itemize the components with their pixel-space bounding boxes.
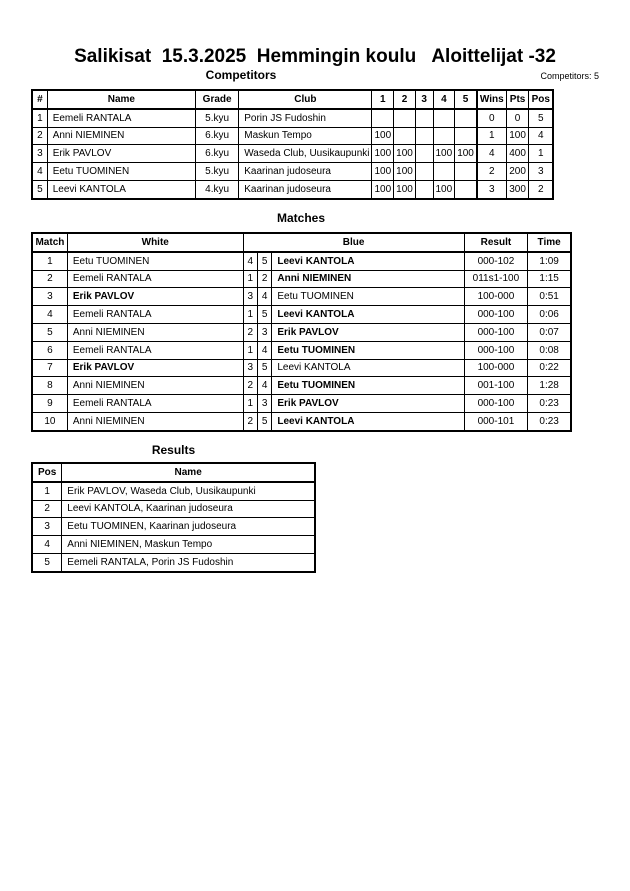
competitor-club: Waseda Club, Uusikaupunki (239, 145, 372, 163)
match-time: 0:22 (528, 359, 571, 377)
header-score-4: 4 (433, 90, 455, 109)
match-row (32, 252, 571, 270)
match-number: 3 (32, 288, 67, 306)
competitor-score-4 (433, 163, 455, 181)
competitor-row (32, 180, 553, 198)
result-row (32, 553, 315, 571)
competitor-score-3 (415, 180, 433, 198)
competitor-name: Eemeli RANTALA (47, 109, 195, 127)
competitor-score-2: 100 (394, 180, 416, 198)
competitor-club: Kaarinan judoseura (239, 180, 372, 198)
match-number: 8 (32, 377, 67, 395)
blue-competitor: Leevi KANTOLA (272, 359, 464, 377)
competitor-pts: 0 (506, 109, 529, 127)
competitor-score-4: 100 (433, 180, 455, 198)
result-row (32, 518, 315, 536)
match-time: 1:15 (528, 270, 571, 288)
white-competitor: Eemeli RANTALA (67, 341, 243, 359)
header-score-3: 3 (415, 90, 433, 109)
result-row (32, 500, 315, 518)
white-number: 4 (243, 252, 257, 270)
competitor-score-2 (394, 127, 416, 145)
result-name: Eetu TUOMINEN, Kaarinan judoseura (62, 518, 315, 536)
match-time: 1:09 (528, 252, 571, 270)
blue-number: 3 (257, 323, 271, 341)
blue-number: 4 (257, 341, 271, 359)
header-num: # (32, 90, 47, 109)
competitor-pts: 400 (506, 145, 529, 163)
match-result: 100-000 (464, 288, 528, 306)
match-row (32, 323, 571, 341)
header-wins: Wins (477, 90, 506, 109)
blue-competitor: Leevi KANTOLA (272, 252, 464, 270)
competitor-pts: 100 (506, 127, 529, 145)
match-row (32, 306, 571, 324)
competitor-pos: 1 (529, 145, 553, 163)
blue-competitor: Eetu TUOMINEN (272, 341, 464, 359)
match-number: 7 (32, 359, 67, 377)
match-row (32, 341, 571, 359)
match-result: 000-100 (464, 341, 528, 359)
match-number: 10 (32, 412, 67, 430)
competitor-grade: 6.kyu (196, 145, 239, 163)
white-competitor: Eetu TUOMINEN (67, 252, 243, 270)
result-pos: 4 (32, 536, 62, 554)
competitor-score-2: 100 (394, 163, 416, 181)
blue-number: 5 (257, 252, 271, 270)
white-number: 1 (243, 341, 257, 359)
blue-number: 5 (257, 412, 271, 430)
match-time: 0:06 (528, 306, 571, 324)
white-number: 1 (243, 306, 257, 324)
competitor-score-4 (433, 109, 455, 127)
competitor-pos: 4 (529, 127, 553, 145)
competitor-score-2 (394, 109, 416, 127)
competitor-score-1: 100 (372, 163, 394, 181)
white-number: 2 (243, 323, 257, 341)
competitor-name: Leevi KANTOLA (47, 180, 195, 198)
competitor-score-4 (433, 127, 455, 145)
competitor-pts: 200 (506, 163, 529, 181)
competitor-pos: 2 (529, 180, 553, 198)
matches-header-row (32, 233, 571, 252)
result-row (32, 482, 315, 500)
competitor-pos: 3 (529, 163, 553, 181)
competitor-score-1: 100 (372, 145, 394, 163)
blue-competitor: Eetu TUOMINEN (272, 288, 464, 306)
match-row (32, 288, 571, 306)
match-time: 0:07 (528, 323, 571, 341)
competitor-num: 4 (32, 163, 47, 181)
match-time: 1:28 (528, 377, 571, 395)
match-row (32, 377, 571, 395)
competitor-grade: 4.kyu (196, 180, 239, 198)
result-name: Eemeli RANTALA, Porin JS Fudoshin (62, 553, 315, 571)
competitor-club: Kaarinan judoseura (239, 163, 372, 181)
competitor-row (32, 127, 553, 145)
blue-number: 3 (257, 395, 271, 413)
header-blue: Blue (243, 233, 464, 252)
header-pos: Pos (529, 90, 553, 109)
match-number: 1 (32, 252, 67, 270)
white-competitor: Eemeli RANTALA (67, 395, 243, 413)
header-match: Match (32, 233, 67, 252)
match-number: 4 (32, 306, 67, 324)
header-result: Result (464, 233, 528, 252)
competitor-row (32, 145, 553, 163)
result-pos: 3 (32, 518, 62, 536)
competitor-club: Maskun Tempo (239, 127, 372, 145)
header-grade: Grade (196, 90, 239, 109)
results-header-row (32, 463, 315, 482)
match-result: 000-101 (464, 412, 528, 430)
match-row (32, 270, 571, 288)
competitor-num: 5 (32, 180, 47, 198)
competitor-wins: 1 (477, 127, 506, 145)
match-result: 000-100 (464, 323, 528, 341)
white-competitor: Eemeli RANTALA (67, 306, 243, 324)
match-row (32, 412, 571, 430)
white-number: 2 (243, 377, 257, 395)
competitor-score-2: 100 (394, 145, 416, 163)
match-number: 5 (32, 323, 67, 341)
competitors-heading: Competitors (205, 68, 277, 82)
match-number: 6 (32, 341, 67, 359)
competitor-num: 1 (32, 109, 47, 127)
blue-number: 5 (257, 359, 271, 377)
competitors-table (31, 89, 554, 200)
competitor-score-5 (455, 163, 477, 181)
competitor-score-5 (455, 180, 477, 198)
competitor-num: 3 (32, 145, 47, 163)
white-competitor: Anni NIEMINEN (67, 412, 243, 430)
competitor-wins: 2 (477, 163, 506, 181)
match-time: 0:51 (528, 288, 571, 306)
competitor-grade: 5.kyu (196, 163, 239, 181)
blue-number: 4 (257, 377, 271, 395)
results-heading: Results (151, 443, 196, 457)
match-number: 2 (32, 270, 67, 288)
white-number: 1 (243, 395, 257, 413)
result-row (32, 536, 315, 554)
white-competitor: Anni NIEMINEN (67, 377, 243, 395)
match-result: 001-100 (464, 377, 528, 395)
competitor-score-1 (372, 109, 394, 127)
match-time: 0:23 (528, 412, 571, 430)
blue-competitor: Erik PAVLOV (272, 395, 464, 413)
header-name: Name (47, 90, 195, 109)
blue-number: 5 (257, 306, 271, 324)
competitor-row (32, 163, 553, 181)
competitor-score-3 (415, 145, 433, 163)
competitor-score-1: 100 (372, 127, 394, 145)
matches-table (31, 232, 572, 432)
match-row (32, 359, 571, 377)
header-time: Time (528, 233, 571, 252)
result-pos: 2 (32, 500, 62, 518)
result-name: Anni NIEMINEN, Maskun Tempo (62, 536, 315, 554)
result-pos: 5 (32, 553, 62, 571)
white-number: 3 (243, 288, 257, 306)
matches-heading: Matches (276, 211, 326, 225)
blue-competitor: Leevi KANTOLA (272, 412, 464, 430)
white-competitor: Erik PAVLOV (67, 288, 243, 306)
result-name: Leevi KANTOLA, Kaarinan judoseura (62, 500, 315, 518)
competitor-grade: 5.kyu (196, 109, 239, 127)
blue-competitor: Anni NIEMINEN (272, 270, 464, 288)
competitor-score-5: 100 (455, 145, 477, 163)
result-name: Erik PAVLOV, Waseda Club, Uusikaupunki (62, 482, 315, 500)
competitor-row (32, 109, 553, 127)
competitor-score-5 (455, 109, 477, 127)
competitor-score-1: 100 (372, 180, 394, 198)
header-result-pos: Pos (32, 463, 62, 482)
result-pos: 1 (32, 482, 62, 500)
competitor-score-5 (455, 127, 477, 145)
results-table (31, 462, 316, 573)
match-result: 100-000 (464, 359, 528, 377)
competitor-wins: 3 (477, 180, 506, 198)
header-score-2: 2 (394, 90, 416, 109)
competitor-name: Eetu TUOMINEN (47, 163, 195, 181)
header-club: Club (239, 90, 372, 109)
competitor-wins: 4 (477, 145, 506, 163)
competitor-name: Erik PAVLOV (47, 145, 195, 163)
match-row (32, 395, 571, 413)
blue-competitor: Leevi KANTOLA (272, 306, 464, 324)
header-result-name: Name (62, 463, 315, 482)
header-white: White (67, 233, 243, 252)
competitor-num: 2 (32, 127, 47, 145)
white-number: 3 (243, 359, 257, 377)
match-result: 011s1-100 (464, 270, 528, 288)
competitor-pts: 300 (506, 180, 529, 198)
competitor-score-3 (415, 109, 433, 127)
match-time: 0:23 (528, 395, 571, 413)
match-result: 000-100 (464, 306, 528, 324)
white-competitor: Anni NIEMINEN (67, 323, 243, 341)
blue-competitor: Eetu TUOMINEN (272, 377, 464, 395)
blue-competitor: Erik PAVLOV (272, 323, 464, 341)
competitor-score-4: 100 (433, 145, 455, 163)
white-competitor: Eemeli RANTALA (67, 270, 243, 288)
competitors-header-row (32, 90, 553, 109)
blue-number: 4 (257, 288, 271, 306)
competitor-score-3 (415, 127, 433, 145)
match-result: 000-100 (464, 395, 528, 413)
blue-number: 2 (257, 270, 271, 288)
competitor-wins: 0 (477, 109, 506, 127)
competitor-grade: 6.kyu (196, 127, 239, 145)
header-pts: Pts (506, 90, 529, 109)
competitor-pos: 5 (529, 109, 553, 127)
page-title: Salikisat 15.3.2025 Hemmingin koulu Aloittelijat -32 (74, 46, 556, 67)
header-score-5: 5 (455, 90, 477, 109)
competitor-name: Anni NIEMINEN (47, 127, 195, 145)
match-result: 000-102 (464, 252, 528, 270)
header-score-1: 1 (372, 90, 394, 109)
white-competitor: Erik PAVLOV (67, 359, 243, 377)
competitors-count: Competitors: 5 (540, 71, 599, 81)
match-time: 0:08 (528, 341, 571, 359)
white-number: 1 (243, 270, 257, 288)
match-number: 9 (32, 395, 67, 413)
competitor-club: Porin JS Fudoshin (239, 109, 372, 127)
white-number: 2 (243, 412, 257, 430)
competitor-score-3 (415, 163, 433, 181)
